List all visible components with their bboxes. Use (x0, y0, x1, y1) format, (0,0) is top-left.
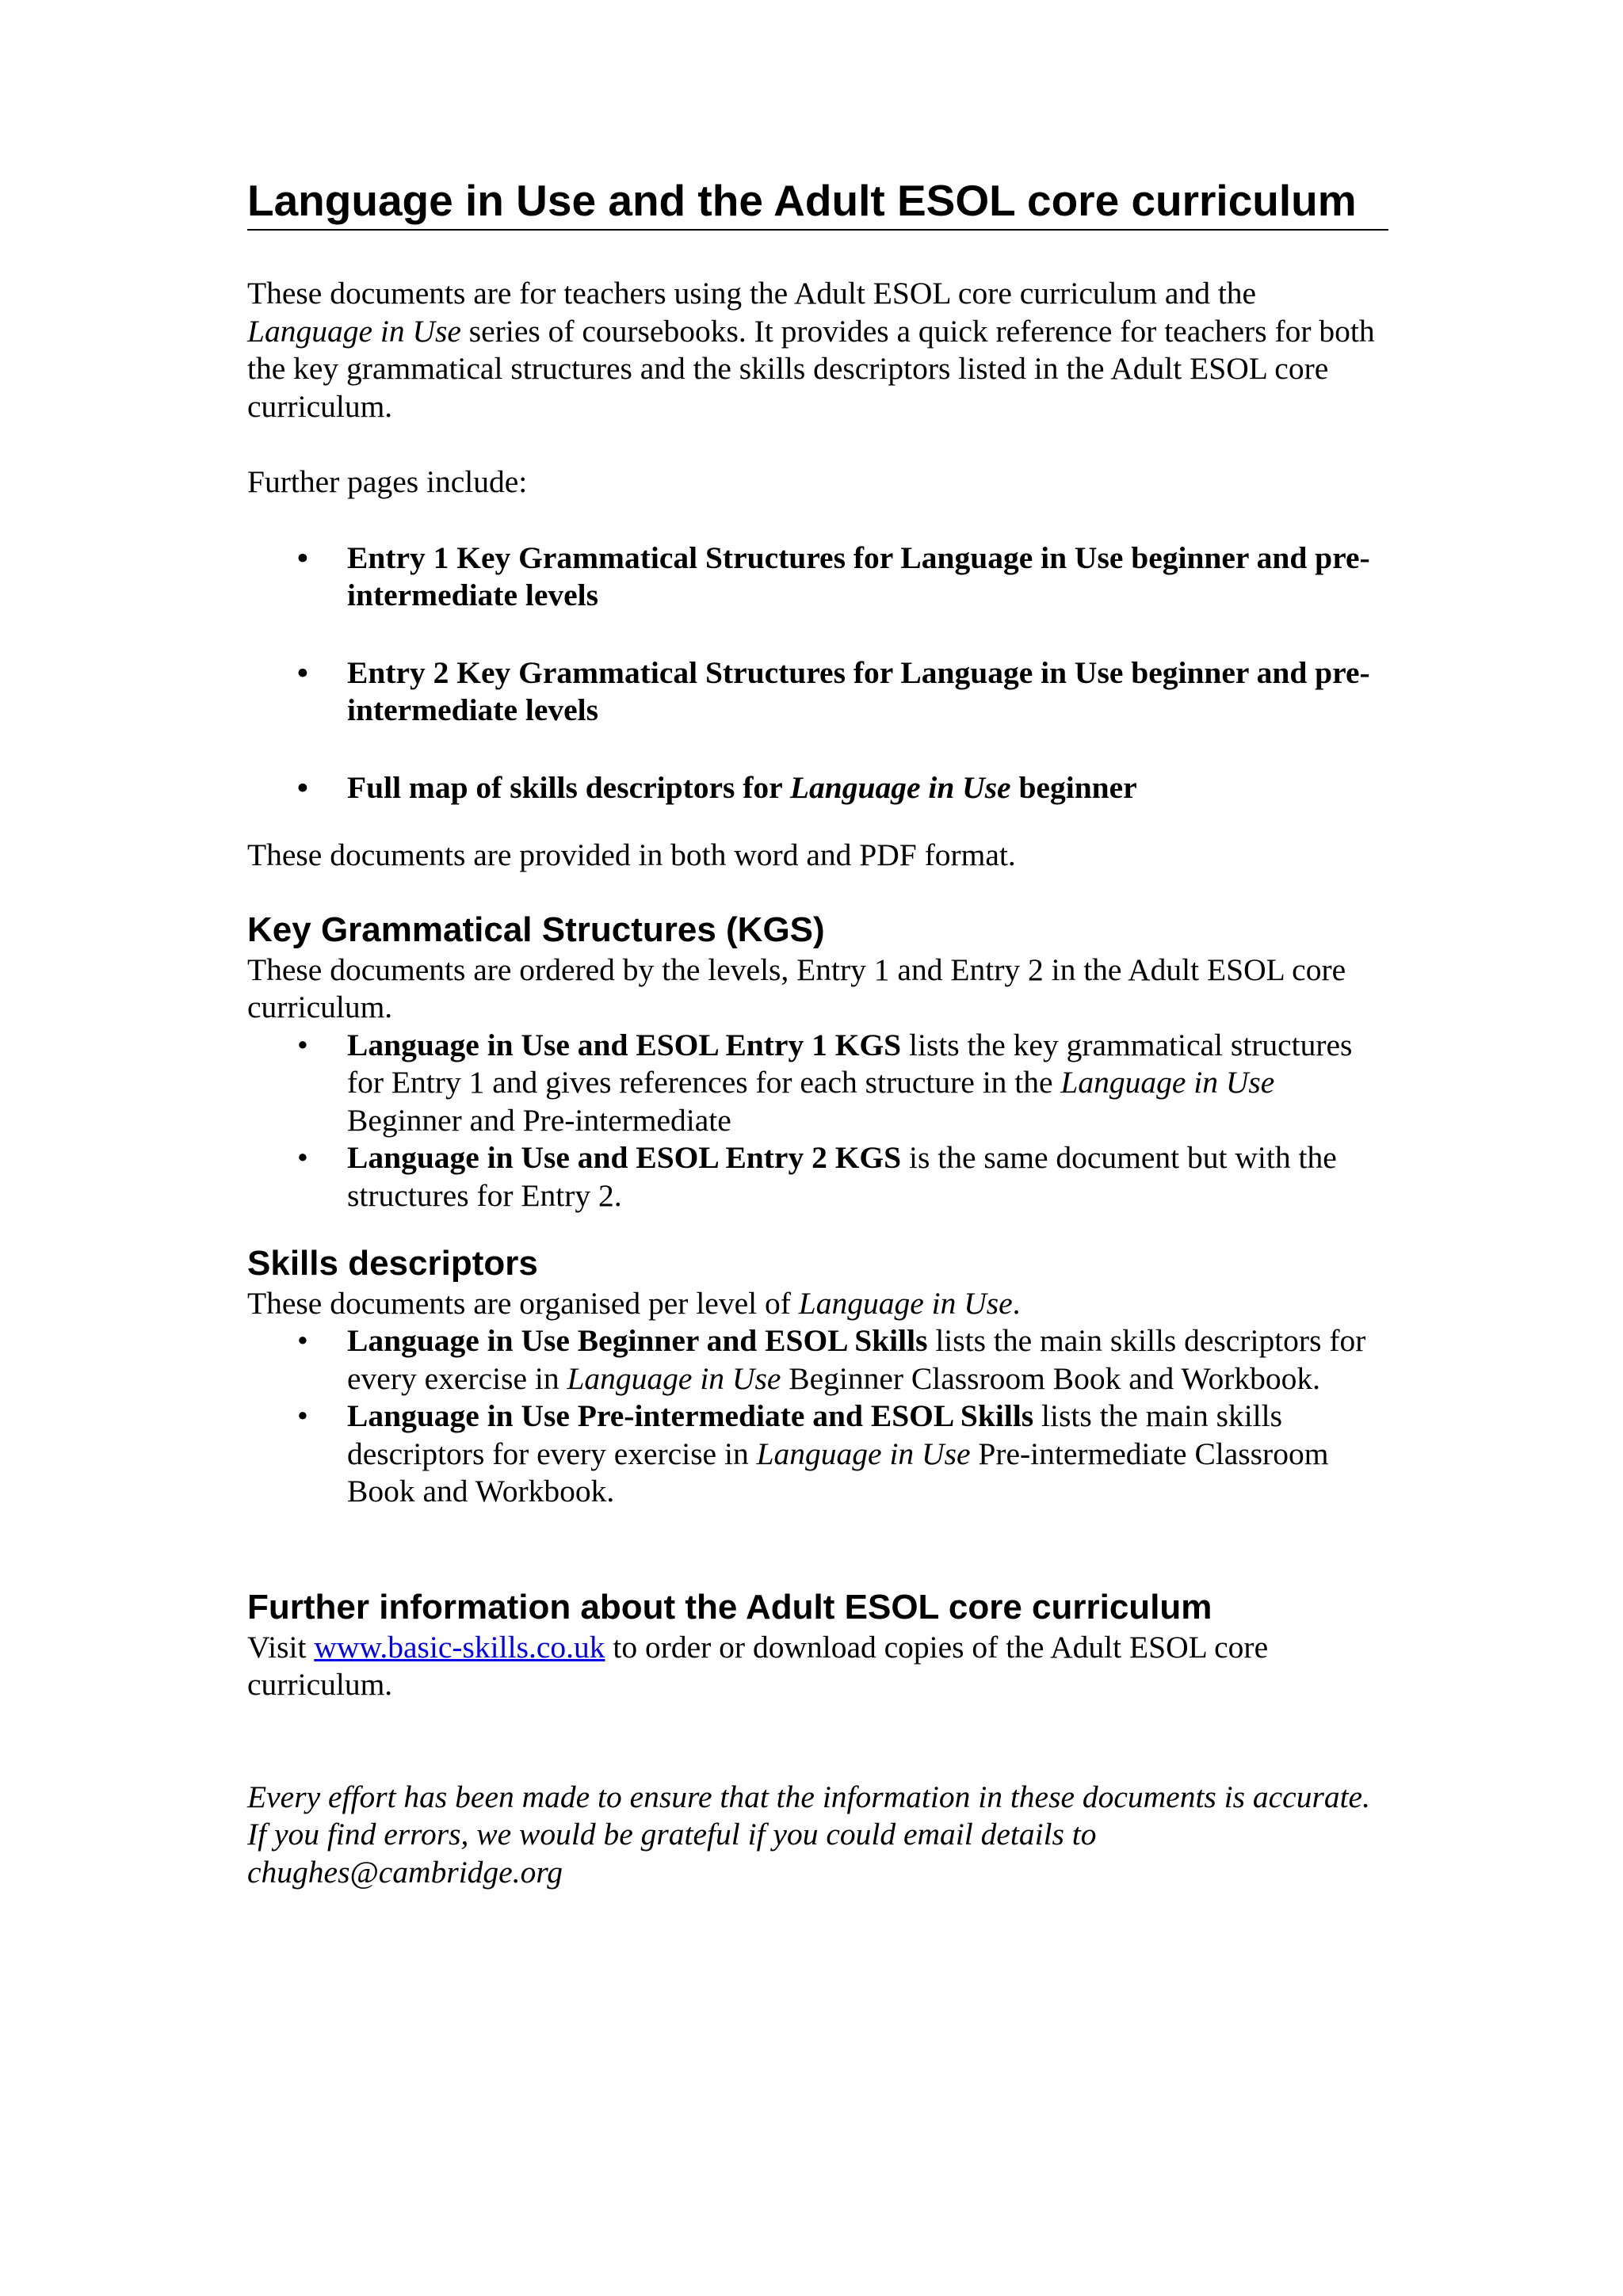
skills-item-pre-intermediate (247, 1398, 1388, 1511)
basic-skills-link[interactable]: www.basic-skills.co.uk (314, 1629, 605, 1665)
intro-italic-title: Language in Use (247, 313, 461, 349)
further-pages-intro: Further pages include: (247, 464, 528, 500)
further-info-heading: Further information about the Adult ESOL core curriculum (247, 1587, 1212, 1627)
skills-item-title: Language in Use Beginner and ESOL Skills (347, 1323, 928, 1359)
kgs-item-text-2: Beginner and Pre-intermediate (347, 1102, 731, 1138)
skills-item-text: lists the main skills descriptors for every exercise in (347, 1323, 1366, 1396)
skills-intro-suffix: . (1012, 1285, 1021, 1321)
intro-paragraph (247, 275, 1388, 425)
formats-note: These documents are provided in both word and PDF format. (247, 837, 1016, 873)
bullet-icon: • (297, 654, 308, 690)
bullet-icon: • (297, 1027, 308, 1062)
further-pages-list (247, 540, 1388, 807)
bullet-icon: • (297, 1398, 308, 1434)
further-info-paragraph (247, 1629, 1388, 1704)
document-page (247, 176, 1388, 1891)
skills-item-text-2: Pre-intermediate Classroom Book and Workbook. (347, 1436, 1329, 1509)
further-page-item-text: Full map of skills descriptors for (347, 769, 790, 805)
bullet-icon: • (297, 769, 308, 805)
kgs-item-title: Language in Use and ESOL Entry 1 KGS (347, 1027, 902, 1062)
further-info-prefix: Visit (247, 1629, 315, 1665)
page-title: Language in Use and the Adult ESOL core curriculum (247, 176, 1388, 231)
further-page-item-entry2 (247, 654, 1388, 730)
further-page-item-skills-map (247, 769, 1388, 807)
kgs-item-title: Language in Use and ESOL Entry 2 KGS (347, 1140, 902, 1176)
kgs-item-entry2 (247, 1139, 1388, 1215)
further-page-item-text: Entry 2 Key Grammatical Structures for Language in Use beginner and pre-intermediate levels (347, 654, 1370, 728)
further-page-item-entry1 (247, 540, 1388, 615)
disclaimer-note: Every effort has been made to ensure that the information in these documents is accurate. If you find errors, we would be grateful if you could email details to chughes@cambridge.org (247, 1779, 1370, 1890)
skills-intro-italic: Language in Use (798, 1285, 1013, 1321)
kgs-item-text: lists the key grammatical structures for Entry 1 and gives references for each structure in the (347, 1027, 1353, 1100)
further-info-suffix: to order or download copies of the Adult ESOL core curriculum. (247, 1629, 1269, 1703)
skills-heading: Skills descriptors (247, 1244, 538, 1283)
skills-item-title: Language in Use Pre-intermediate and ESOL Skills (347, 1398, 1034, 1434)
kgs-list (247, 1027, 1388, 1215)
kgs-item-italic: Language in Use (1060, 1065, 1275, 1100)
skills-item-beginner (247, 1322, 1388, 1398)
bullet-icon: • (297, 1140, 308, 1176)
intro-text-2: series of coursebooks. It provides a quick reference for teachers for both the key grammatical structures and the skills descriptors listed in the Adult ESOL core curriculum. (247, 313, 1375, 424)
further-page-item-suffix: beginner (1010, 769, 1137, 805)
skills-item-italic: Language in Use (756, 1436, 971, 1471)
skills-item-text-2: Beginner Classroom Book and Workbook. (781, 1360, 1321, 1396)
skills-intro-text: These documents are organised per level of (247, 1285, 799, 1321)
bullet-icon: • (297, 1323, 308, 1359)
kgs-heading: Key Grammatical Structures (KGS) (247, 910, 825, 949)
kgs-intro: These documents are ordered by the levels, Entry 1 and Entry 2 in the Adult ESOL core curriculum. (247, 952, 1346, 1025)
skills-item-text: lists the main skills descriptors for every exercise in (347, 1398, 1282, 1471)
intro-text-1: These documents are for teachers using the Adult ESOL core curriculum and the (247, 276, 1257, 311)
skills-intro (247, 1285, 1388, 1323)
bullet-icon: • (297, 540, 308, 575)
further-page-item-text: Entry 1 Key Grammatical Structures for Language in Use beginner and pre-intermediate levels (347, 540, 1370, 613)
further-page-item-italic: Language in Use (789, 769, 1011, 805)
kgs-item-text: is the same document but with the structures for Entry 2. (347, 1140, 1337, 1213)
skills-item-italic: Language in Use (567, 1360, 781, 1396)
skills-list (247, 1322, 1388, 1511)
kgs-item-entry1 (247, 1027, 1388, 1140)
